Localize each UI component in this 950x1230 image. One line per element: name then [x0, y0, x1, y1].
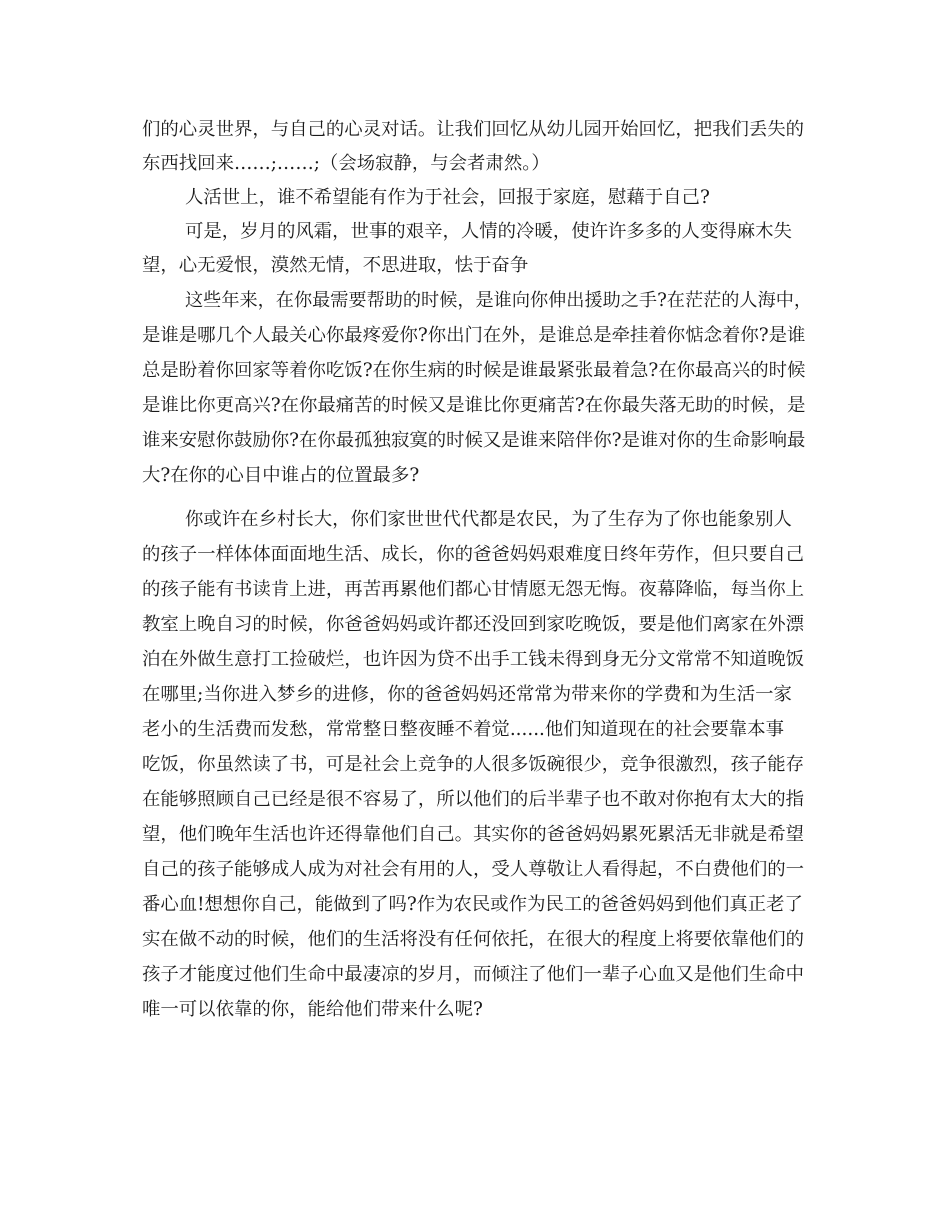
text-line: 泊在外做生意打工捡破烂，也许因为贷不出手工钱未得到身无分文常常不知道晚饭 [142, 649, 805, 670]
text-line: 在能够照顾自己已经是很不容易了，所以他们的后半辈子也不敢对你抱有太大的指 [142, 789, 805, 810]
text-line: 望，心无爱恨，漠然无情，不思进取，怯于奋争 [142, 255, 529, 276]
text-line: 老小的生活费而发愁，常常整日整夜睡不着觉......他们知道现在的社会要靠本事 [142, 719, 784, 740]
text-line: 谁来安慰你鼓励你?在你最孤独寂寞的时候又是谁来陪伴你?是谁对你的生命影响最 [142, 430, 806, 451]
text-line: 教室上晚自习的时候，你爸爸妈妈或许都还没回到家吃晚饭，要是他们离家在外漂 [142, 614, 805, 635]
text-line: 吃饭，你虽然读了书，可是社会上竞争的人很多饭碗很少，竞争很激烈，孩子能存 [142, 754, 805, 775]
text-line: 大?在你的心目中谁占的位置最多? [142, 465, 420, 486]
text-line: 们的心灵世界，与自己的心灵对话。让我们回忆从幼儿园开始回忆，把我们丢失的 [142, 119, 805, 140]
text-line: 孩子才能度过他们生命中最凄凉的岁月，而倾注了他们一辈子心血又是他们生命中 [142, 964, 805, 985]
text-line: 自己的孩子能够成人成为对社会有用的人，受人尊敬让人看得起，不白费他们的一 [142, 859, 805, 880]
text-line: 番心血!想想你自己，能做到了吗?作为农民或作为民工的爸爸妈妈到他们真正老了 [142, 894, 803, 915]
text-line: 是谁是哪几个人最关心你最疼爱你?你出门在外，是谁总是牵挂着你惦念着你?是谁 [142, 325, 806, 346]
text-line: 望，他们晚年生活也许还得靠他们自己。其实你的爸爸妈妈累死累活无非就是希望 [142, 824, 805, 845]
text-line: 人活世上，谁不希望能有作为于社会，回报于家庭，慰藉于自己? [185, 187, 710, 208]
text-line: 可是，岁月的风霜，世事的艰辛，人情的冷暖，使许许多多的人变得麻木失 [185, 221, 792, 242]
text-line: 这些年来，在你最需要帮助的时候，是谁向你伸出援助之手?在茫茫的人海中， [185, 290, 813, 311]
text-line: 唯一可以依靠的你，能给他们带来什么呢? [142, 999, 483, 1020]
text-line: 你或许在乡村长大，你们家世世代代都是农民，为了生存为了你也能象别人 [185, 509, 792, 530]
text-line: 的孩子能有书读肯上进，再苦再累他们都心甘情愿无怨无悔。夜幕降临，每当你上 [142, 579, 805, 600]
text-line: 在哪里;当你进入梦乡的进修，你的爸爸妈妈还常常为带来你的学费和为生活一家 [142, 684, 792, 705]
text-line: 总是盼着你回家等着你吃饭?在你生病的时候是谁最紧张最着急?在你最高兴的时候 [142, 360, 806, 381]
text-line: 是谁比你更高兴?在你最痛苦的时候又是谁比你更痛苦?在你最失落无助的时候，是 [142, 395, 806, 416]
text-line: 实在做不动的时候，他们的生活将没有任何依托，在很大的程度上将要依靠他们的 [142, 929, 805, 950]
text-line: 的孩子一样体体面面地生活、成长，你的爸爸妈妈艰难度日终年劳作，但只要自己 [142, 544, 805, 565]
text-line: 东西找回来……;……;（会场寂静，与会者肃然。） [142, 153, 550, 174]
